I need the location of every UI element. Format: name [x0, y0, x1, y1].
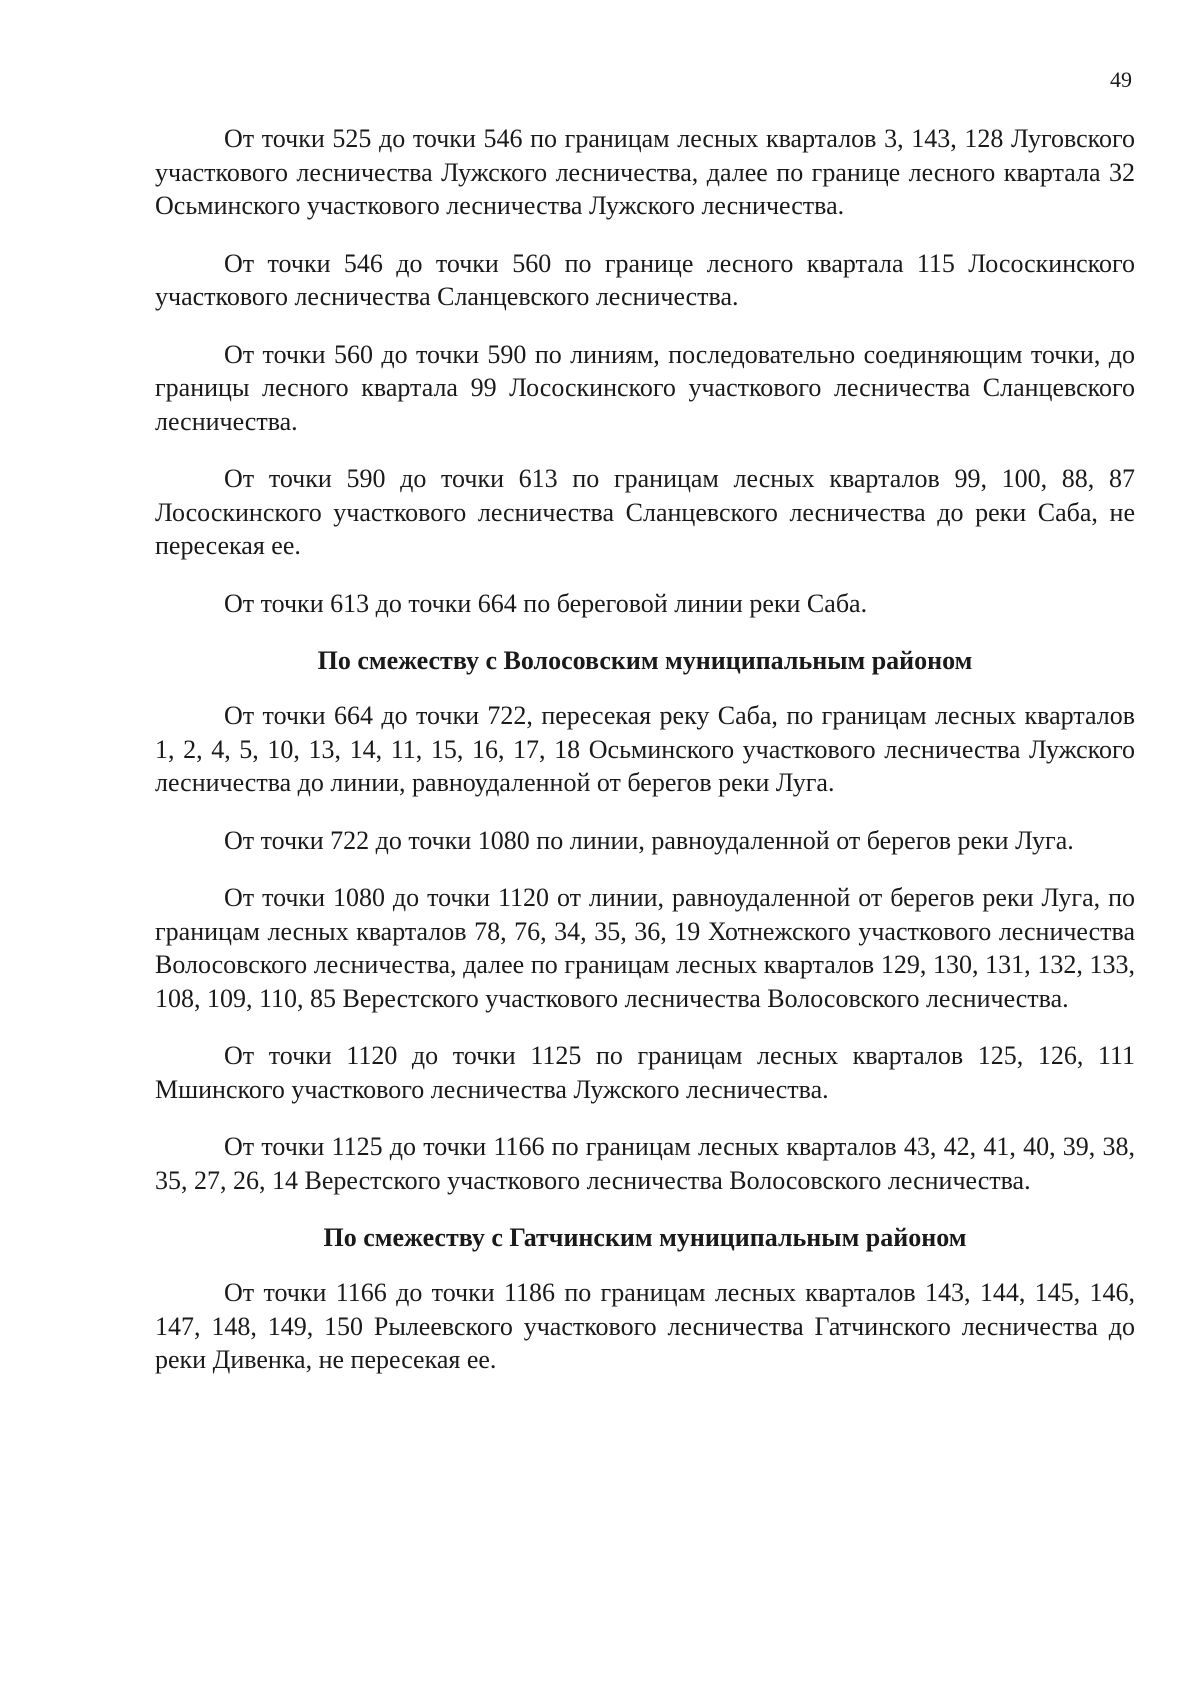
page-number: 49 [1110, 67, 1132, 92]
paragraph: От точки 525 до точки 546 по границам лесных кварталов 3, 143, 128 Луговского участкового лесничества Лужского лесничества, далее по границе лесного квартала 32 Осьминского участкового лесничества Лужского лесничества. [155, 124, 1135, 220]
document-body [155, 122, 1135, 1401]
paragraph: От точки 1080 до точки 1120 от линии, равноудаленной от берегов реки Луга, по границам лесных кварталов 78, 76, 34, 35, 36, 19 Хотнежского участкового лесничества Волосовского лесничества, далее по границам лесных кварталов 129, 130, 131, 132, 133, 108, 109, 110, 85 Верестского участкового лесничества Волосовского лесничества. [155, 883, 1135, 1013]
paragraph: От точки 1125 до точки 1166 по границам лесных кварталов 43, 42, 41, 40, 39, 38, 35, 27, 26, 14 Верестского участкового лесничества Волосовского лесничества. [155, 1132, 1135, 1195]
section-heading-volosovo: По смежеству с Волосовским муниципальным районом [317, 646, 973, 675]
section-heading-gatchina: По смежеству с Гатчинским муниципальным районом [323, 1223, 967, 1252]
paragraph: От точки 560 до точки 590 по линиям, последовательно соединяющим точки, до границы лесного квартала 99 Лососкинского участкового лесничества Сланцевского лесничества. [155, 339, 1135, 436]
paragraph: От точки 546 до точки 560 по границе лесного квартала 115 Лососкинского участкового лесничества Сланцевского лесничества. [155, 248, 1135, 311]
paragraph: От точки 613 до точки 664 по береговой линии реки Саба. [224, 588, 868, 618]
paragraph: От точки 1120 до точки 1125 по границам лесных кварталов 125, 126, 111 Мшинского участкового лесничества Лужского лесничества. [155, 1041, 1135, 1104]
paragraph: От точки 1166 до точки 1186 по границам лесных кварталов 143, 144, 145, 146, 147, 148, 149, 150 Рылеевского участкового лесничества Гатчинского лесничества до реки Дивенка, не пересекая ее. [155, 1278, 1135, 1374]
paragraph: От точки 722 до точки 1080 по линии, равноудаленной от берегов реки Луга. [224, 825, 1074, 855]
paragraph: От точки 590 до точки 613 по границам лесных кварталов 99, 100, 88, 87 Лососкинского участкового лесничества Сланцевского лесничества до реки Саба, не пересекая ее. [155, 464, 1135, 560]
paragraph: От точки 664 до точки 722, пересекая реку Саба, по границам лесных кварталов 1, 2, 4, 5, 10, 13, 14, 11, 15, 16, 17, 18 Осьминского участкового лесничества Лужского лесничества до линии, равноудаленной от берегов реки Луга. [155, 701, 1135, 797]
